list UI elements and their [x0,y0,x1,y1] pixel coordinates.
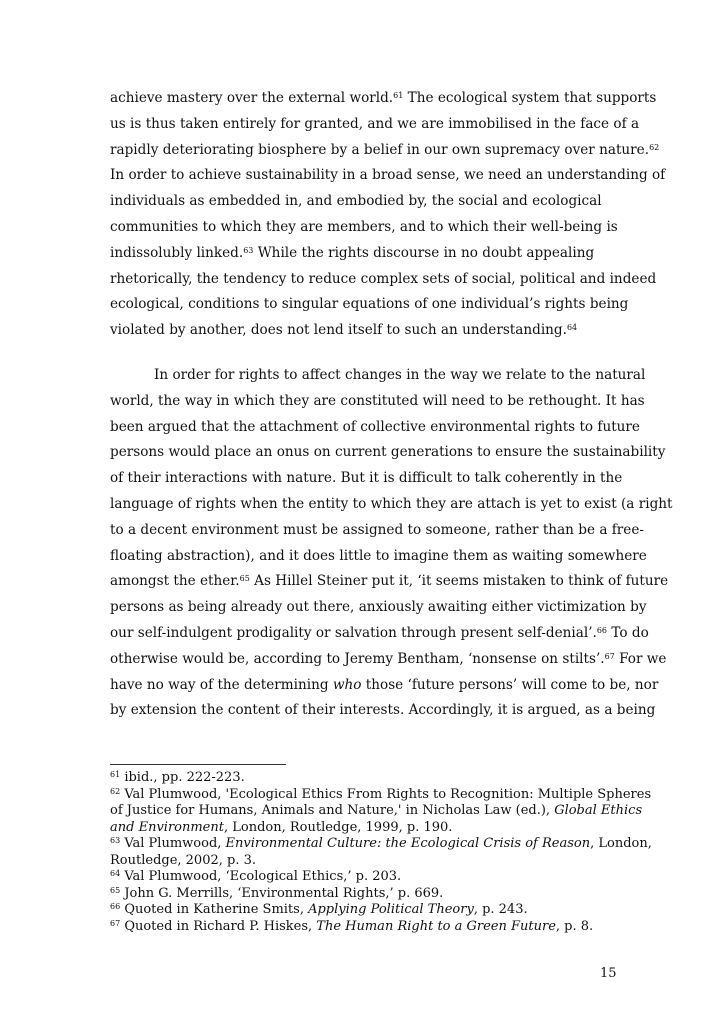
text-line: to a decent environment must be assigned to someone, rather than be a free- [110,521,644,538]
text-line: indissolubly linked.$^{63}$ While the rights discourse in no doubt appealing [110,244,595,261]
text-line: rhetorically, the tendency to reduce complex sets of social, political and indeed [110,270,657,287]
text-line: In order for rights to affect changes in the way we relate to the natural [154,366,646,383]
text-line: achieve mastery over the external world.$^{61}$ The ecological system that supports [110,90,657,106]
footnote-64: $^{64}$ Val Plumwood, ‘Ecological Ethics,’ p. 203. [110,869,402,884]
footnote-ref[interactable]: 61 [393,91,404,100]
paragraph [110,86,666,344]
text-line: rapidly deteriorating biosphere by a belief in our own supremacy over nature.$^{62}$ [110,141,660,158]
text-line: amongst the ether.$^{65}$ As Hillel Steiner put it, ‘it seems mistaken to think of future [110,573,669,590]
text-line: of their interactions with nature. But it is difficult to talk coherently in the [110,470,623,487]
text-line: by extension the content of their interests. Accordingly, it is argued, as a being [110,702,656,719]
text-line: floating abstraction), and it does little to imagine them as waiting somewhere [110,547,647,564]
paragraph [110,363,673,724]
footnote-ref[interactable]: 64 [566,323,578,333]
footnote-67: $^{67}$ Quoted in Richard P. Hiskes, The Human Right to a Green Future, p. 8. [110,918,594,934]
text-line: our self-indulgent prodigality or salvation through present self-denial’.$^{66}$ To do [110,624,649,641]
text-line: otherwise would be, according to Jeremy Bentham, ‘nonsense on stilts’.$^{67}$ For we [110,650,667,667]
footnote-62: $^{62}$ Val Plumwood, 'Ecological Ethics From Rights to Recognition: Multiple Spheres of Justice for Humans, Animals and Nature,' in Nicholas Law (ed.), Global Ethics and Environment, London, Routledge, 1999, p. 190. [110,786,652,835]
footnotes [110,770,652,935]
text-line: been argued that the attachment of collective environmental rights to future [110,418,640,435]
text-line: In order to achieve sustainability in a broad sense, we need an understanding of [110,167,666,184]
footnote-61: $^{61}$ ibid., pp. 222-223. [110,770,245,785]
footnote-ref[interactable]: 65 [239,574,250,584]
footnote-ref[interactable]: 67 [604,651,615,661]
page-number: 15 [600,966,617,981]
footnote-66: $^{66}$ Quoted in Katherine Smits, Applying Political Theory, p. 243. [110,902,528,917]
paragraph-gap [110,344,620,363]
text-line: us is thus taken entirely for granted, and we are immobilised in the face of a [110,115,640,132]
text-line: communities to which they are members, and to which their well-being is [110,218,618,235]
footnote-63: $^{63}$ Val Plumwood, Environmental Culture: the Ecological Crisis of Reason, London, Routledge, 2002, p. 3. [110,836,652,868]
text-line: language of rights when the entity to which they are attach is yet to exist (a right [110,495,673,512]
text-line: persons as being already out there, anxiously awaiting either victimization by [110,599,647,616]
text-line: world, the way in which they are constituted will need to be rethought. It has [110,392,645,409]
footnote-divider [110,764,286,765]
text-line: have no way of the determining who those ‘future persons’ will come to be, nor [110,676,659,693]
footnote-ref[interactable]: 66 [596,625,608,635]
text-line: violated by another, does not lend itself to such an understanding.$^{64}$ [110,322,578,339]
footnote-ref[interactable]: 63 [243,245,254,255]
footnote-ref[interactable]: 62 [649,142,660,152]
body-text [110,86,673,724]
text-line: persons would place an onus on current generations to ensure the sustainability [110,444,666,461]
text-line: ecological, conditions to singular equations of one individual’s rights being [110,296,629,313]
footnote-65: $^{65}$ John G. Merrills, ‘Environmental Rights,’ p. 669. [110,885,444,901]
text-line: individuals as embedded in, and embodied by, the social and ecological [110,193,602,210]
